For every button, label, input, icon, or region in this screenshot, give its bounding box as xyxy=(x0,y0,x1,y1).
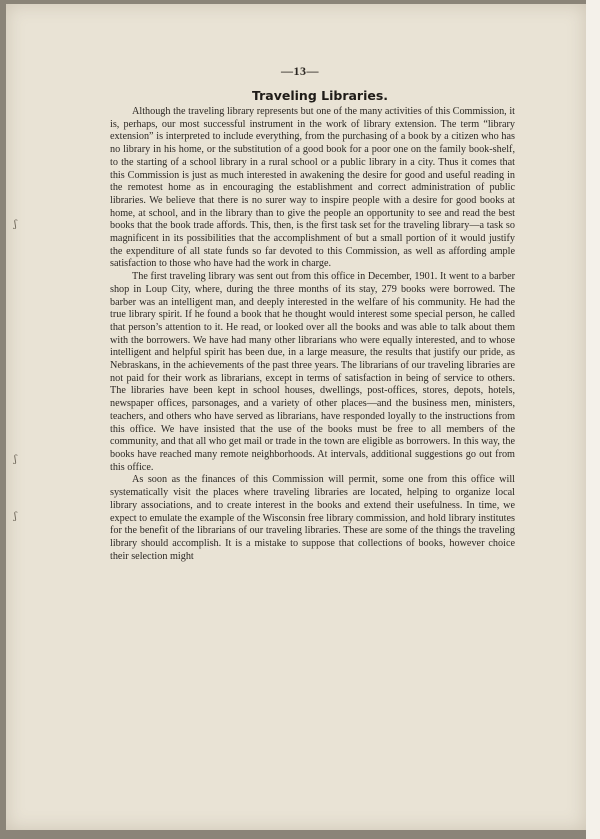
binding-hole-mark: ʃ xyxy=(14,219,17,230)
page-number: —13— xyxy=(281,64,319,78)
page-edge xyxy=(586,0,600,839)
paragraph: Although the traveling library represents but one of the many activities of this Commission, it is, perhaps, our most successful instrument in the work of library extension. The term “library extension” is interpreted to include everything, from the purchasing of a book by a citizen who has no library in his home, or the substitution of a good book for a poor one on the family book-shelf, to the starting of a school library in a rural school or a public library in a city. Thus it comes that this Commission is just as much interested in awakening the desire for good and useful reading in the remotest home as in encouraging the establishment and correct administration of public libraries. We believe that there is no surer way to inspire people with a desire for good books at home, at school, and in the library than to give the people an opportunity to see and read the best books that the book trade affords. This, then, is the first task set for the traveling library—a task so magnificent in its possibilities that the accomplishment of but a small portion of it would justify the expenditure of all state funds so far devoted to this Commission, as well as affording ample satisfaction to those who have had the work in charge. xyxy=(110,106,515,270)
paragraph: The first traveling library was sent out from this office in December, 1901. It went to a barber shop in Loup City, where, during the three months of its stay, 279 books were borrowed. The barber was an intelligent man, and deeply interested in the welfare of his community. He had the true library spirit. If he found a book that he thought would interest some special person, he called that person’s attention to it. He read, or looked over all the books and was able to talk about them with the borrowers. We have had many other librarians who were equally interested, and to whose intelligent and helpful spirit has been due, in a large measure, the results that justify our pride, as Nebraskans, in the achievements of the past three years. The librarians of our traveling libraries are not paid for their work as librarians, except in terms of satisfaction in being of service to others. The libraries have been kept in school houses, dwellings, post-offices, stores, depots, hotels, newspaper offices, parsonages, and a variety of other places—and the business men, ministers, teachers, and others who have served as librarians, have responded loyally to the instructions from this office. We have insisted that the use of the books must be free to all members of the community, and that all who get mail or trade in the town are eligible as borrowers. In this way, the books have reached many remote neighborhoods. At intervals, additional suggestions go out from this office. xyxy=(110,271,515,473)
binding-hole-mark: ʃ xyxy=(14,454,17,465)
binding-hole-mark: ʃ xyxy=(14,511,17,522)
body-text xyxy=(110,106,515,563)
page-title: Traveling Libraries. xyxy=(251,88,389,103)
paragraph: As soon as the finances of this Commission will permit, some one from this office will systematically visit the places where traveling libraries are located, helping to organize local library associations, and to create interest in the books and extend their usefulness. In time, we expect to emulate the example of the Wisconsin free library commission, and hold library institutes for the benefit of the librarians of our traveling libraries. These are some of the things the traveling library should accomplish. It is a mistake to suppose that collections of books, however choice their selection might xyxy=(110,474,515,562)
